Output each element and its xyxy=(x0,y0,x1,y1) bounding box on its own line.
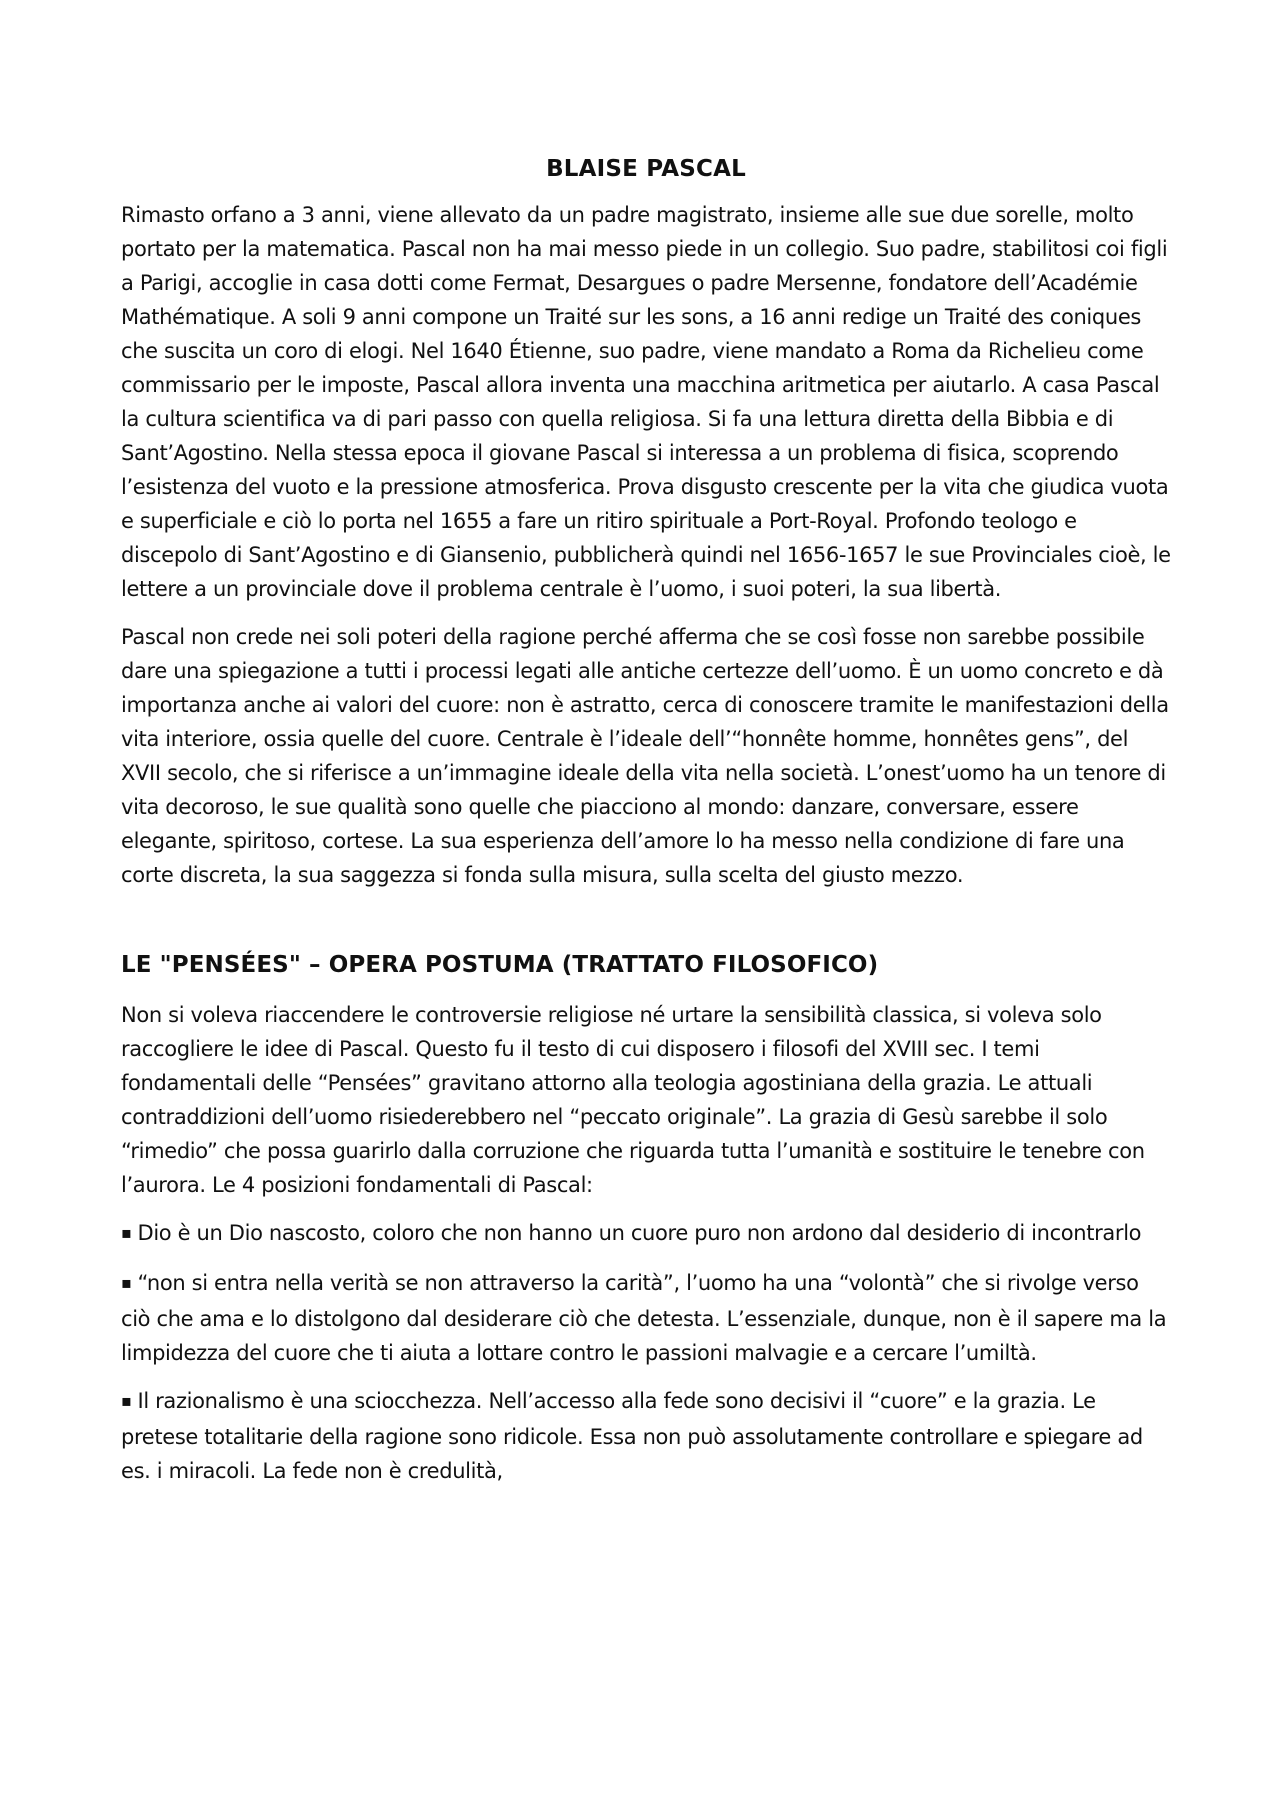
document-title: BLAISE PASCAL xyxy=(546,156,746,182)
bullet-item xyxy=(121,1266,1171,1370)
bullet-text: “non si entra nella verità se non attraverso la carità”, l’uomo ha una “volontà” che si rivolge verso ciò che ama e lo distolgono dal desiderare ciò che detesta. L’essenziale, dunque, non è il sapere ma la limpidezza del cuore che ti aiuta a lottare contro le passioni malvagie e a cercare l’umiltà. xyxy=(121,1271,1167,1365)
square-bullet-icon: ▪ xyxy=(121,1223,132,1242)
body-paragraph-biography: Rimasto orfano a 3 anni, viene allevato da un padre magistrato, insieme alle sue due sorelle, molto portato per la matematica. Pascal non ha mai messo piede in un collegio. Suo padre, stabilitosi coi figli a Parigi, accoglie in casa dotti come Fermat, Desargues o padre Mersenne, fondatore dell’Académie Mathématique. A soli 9 anni compone un Traité sur les sons, a 16 anni redige un Traité des coniques che suscita un coro di elogi. Nel 1640 Étienne, suo padre, viene mandato a Roma da Richelieu come commissario per le imposte, Pascal allora inventa una macchina aritmetica per aiutarlo. A casa Pascal la cultura scientifica va di pari passo con quella religiosa. Si fa una lettura diretta della Bibbia e di Sant’Agostino. Nella stessa epoca il giovane Pascal si interessa a un problema di fisica, scoprendo l’esistenza del vuoto e la pressione atmosferica. Prova disgusto crescente per la vita che giudica vuota e superficiale e ciò lo porta nel 1655 a fare un ritiro spirituale a Port-Royal. Profondo teologo e discepolo di Sant’Agostino e di Giansenio, pubblicherà quindi nel 1656-1657 le sue Provinciales cioè, le lettere a un provinciale dove il problema centrale è l’uomo, i suoi poteri, la sua libertà. xyxy=(121,203,1171,601)
square-bullet-icon: ▪ xyxy=(121,1391,132,1410)
bullet-text: Dio è un Dio nascosto, coloro che non hanno un cuore puro non ardono dal desiderio di incontrarlo xyxy=(137,1221,1142,1245)
document-page xyxy=(121,154,1171,1502)
bullet-text: Il razionalismo è una sciocchezza. Nell’accesso alla fede sono decisivi il “cuore” e la grazia. Le pretese totalitarie della ragione sono ridicole. Essa non può assolutamente controllare e spiegare ad es. i miracoli. La fede non è credulità, xyxy=(121,1389,1143,1483)
section-heading-pensees: LE "PENSÉES" – OPERA POSTUMA (TRATTATO FILOSOFICO) xyxy=(121,952,879,978)
square-bullet-icon: ▪ xyxy=(121,1273,132,1292)
bullet-item xyxy=(121,1216,1171,1252)
bullet-item xyxy=(121,1384,1171,1488)
section-intro-paragraph: Non si voleva riaccendere le controversie religiose né urtare la sensibilità classica, si voleva solo raccogliere le idee di Pascal. Questo fu il testo di cui disposero i filosofi del XVIII sec. I temi fondamentali delle “Pensées” gravitano attorno alla teologia agostiniana della grazia. Le attuali contraddizioni dell’uomo risiederebbero nel “peccato originale”. La grazia di Gesù sarebbe il solo “rimedio” che possa guarirlo dalla corruzione che riguarda tutta l’umanità e sostituire le tenebre con l’aurora. Le 4 posizioni fondamentali di Pascal: xyxy=(121,1003,1145,1197)
body-paragraph-reason-and-heart: Pascal non crede nei soli poteri della ragione perché afferma che se così fosse non sarebbe possibile dare una spiegazione a tutti i processi legati alle antiche certezze dell’uomo. È un uomo concreto e dà importanza anche ai valori del cuore: non è astratto, cerca di conoscere tramite le manifestazioni della vita interiore, ossia quelle del cuore. Centrale è l’ideale dell’“honnête homme, honnêtes gens”, del XVII secolo, che si riferisce a un’immagine ideale della vita nella società. L’onest’uomo ha un tenore di vita decoroso, le sue qualità sono quelle che piacciono al mondo: danzare, conversare, essere elegante, spiritoso, cortese. La sua esperienza dell’amore lo ha messo nella condizione di fare una corte discreta, la sua saggezza si fonda sulla misura, sulla scelta del giusto mezzo. xyxy=(121,625,1169,887)
